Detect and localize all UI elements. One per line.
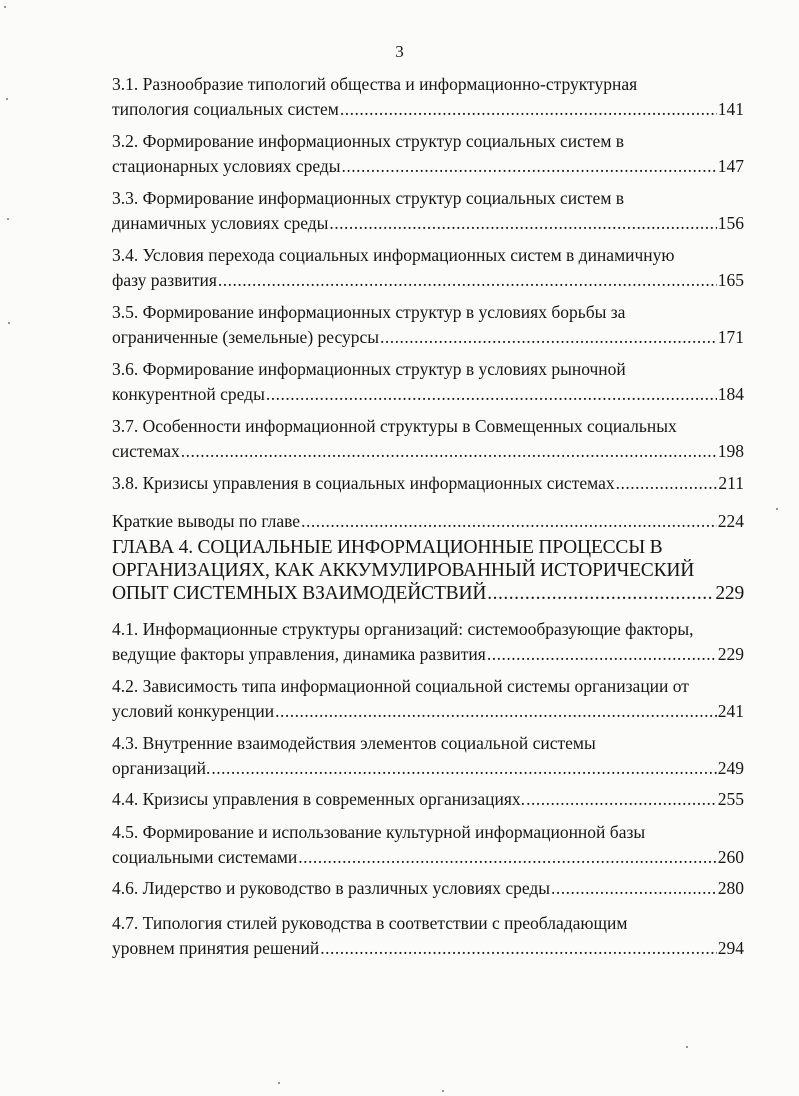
dot-leader [266,382,717,407]
toc-entry-4-3[interactable] [112,731,744,781]
dot-leader [320,936,716,961]
toc-page-number: 255 [717,789,744,809]
dot-leader [298,845,716,870]
toc-entry-3-5[interactable] [112,300,744,350]
scan-speck [442,1090,444,1092]
toc-entry-3-7[interactable] [112,414,744,464]
scan-speck [278,1082,280,1084]
dot-leader [616,471,718,496]
toc-entry-title-end: 3.8. Кризисы управления в социальных информационных системах [112,473,615,493]
toc-page-number: 184 [717,384,744,404]
toc-entry-title-end: ограниченные (земельные) ресурсы [112,327,380,347]
scan-speck [776,508,778,510]
toc-entry-4-1[interactable] [112,617,744,667]
toc-entry-title-end: организаций. [112,758,211,778]
toc-entry-3-8[interactable] [112,471,744,496]
toc-entry-4-7[interactable] [112,911,744,961]
toc-chapter-title-line: ГЛАВА 4. СОЦИАЛЬНЫЕ ИНФОРМАЦИОННЫЕ ПРОЦЕССЫ В [112,537,663,558]
dot-leader [340,97,717,122]
toc-chapter-title-line: ОРГАНИЗАЦИЯХ, КАК АККУМУЛИРОВАННЫЙ ИСТОРИЧЕСКИЙ [112,560,695,581]
dot-leader [301,509,717,534]
scan-speck [8,322,10,324]
toc-page-number: 224 [717,511,744,531]
scan-speck [6,98,8,100]
dot-leader [551,876,717,901]
toc-entry-title-end: динамичных условиях среды [112,213,329,233]
toc-page-number: 171 [717,327,744,347]
toc-entry-title-end: стационарных условиях среды [112,156,341,176]
toc-page-number: 229 [717,644,744,664]
toc-entry-title-line: 3.6. Формирование информационных структур в условиях рыночной [112,359,626,379]
toc-entry-title-line: 3.2. Формирование информационных структур социальных систем в [112,131,625,151]
dot-leader [275,699,717,724]
dot-leader [487,582,714,605]
toc-chapter-4[interactable] [112,536,744,605]
toc-chapter-title-end: ОПЫТ СИСТЕМНЫХ ВЗАИМОДЕЙСТВИЙ [112,583,487,604]
page-number: 3 [395,42,404,61]
toc-entry-3-2[interactable] [112,129,744,179]
toc-entry-title-end: фазу развития [112,270,217,290]
toc-entry-4-4[interactable] [112,787,744,812]
toc-entry-title-end: уровнем принятия решений [112,938,320,958]
dot-leader [380,325,717,350]
toc-entry-title-line: 4.3. Внутренние взаимодействия элементов социальной системы [112,733,596,753]
toc-entry-3-3[interactable] [112,186,744,236]
toc-entry-title-end: условий конкуренции [112,701,275,721]
scan-speck [7,218,9,220]
toc-entry-title-line: 3.3. Формирование информационных структур социальных систем в [112,188,625,208]
toc-entry-title-line: 3.4. Условия перехода социальных информационных систем в динамичную [112,245,675,265]
dot-leader [218,268,717,293]
toc-page-number: 141 [717,99,744,119]
toc-entry-title-end: ведущие факторы управления, динамика развития [112,644,486,664]
dot-leader [342,154,717,179]
toc-entry-title-line: 3.5. Формирование информационных структур в условиях борьбы за [112,302,626,322]
toc-entry-4-5[interactable] [112,820,744,870]
scan-speck [4,6,6,8]
toc-entry-summary[interactable] [112,509,744,534]
toc-page-number: 294 [717,938,744,958]
toc-entry-title-line: 3.1. Разнообразие типологий общества и информационно-структурная [112,74,638,94]
dot-leader [526,787,717,812]
toc-page-number: 260 [717,847,744,867]
toc-entry-3-6[interactable] [112,357,744,407]
toc-entry-title-line: 3.7. Особенности информационной структуры в Совмещенных социальных [112,416,677,436]
toc-page-number: 211 [718,473,744,493]
toc-page-number: 165 [717,270,744,290]
toc-entry-title-line: 4.5. Формирование и использование культурной информационной базы [112,822,646,842]
toc-entry-title-end: социальными системами [112,847,298,867]
toc-entry-title-end: Краткие выводы по главе [112,511,301,531]
toc-page-number: 280 [717,878,744,898]
toc-entry-title-line: 4.2. Зависимость типа информационной социальной системы организации от [112,676,689,696]
toc-entry-3-4[interactable] [112,243,744,293]
toc-entry-title-end: конкурентной среды [112,384,265,404]
toc-page-number: 147 [717,156,744,176]
toc-page-number: 156 [717,213,744,233]
dot-leader [181,439,717,464]
dot-leader [487,642,717,667]
toc-entry-3-1[interactable] [112,72,744,122]
toc-page-number: 198 [717,441,744,461]
dot-leader [329,211,716,236]
dot-leader [211,756,716,781]
scan-speck [686,1046,688,1048]
toc-entry-4-2[interactable] [112,674,744,724]
toc-entry-title-line: 4.7. Типология стилей руководства в соответствии с преобладающим [112,913,628,933]
toc-entry-title-end: 4.4. Кризисы управления в современных организациях. [112,789,526,809]
toc-page-number: 249 [717,758,744,778]
toc-entry-title-end: системах [112,441,180,461]
toc-entry-title-end: типология социальных систем [112,99,339,119]
toc-entry-4-6[interactable] [112,876,744,901]
toc-entry-title-line: 4.1. Информационные структуры организаций: системообразующие факторы, [112,619,694,639]
toc-page-number: 241 [717,701,744,721]
toc-page-number: 229 [715,583,744,604]
toc-entry-title-end: 4.6. Лидерство и руководство в различных условиях среды [112,878,551,898]
